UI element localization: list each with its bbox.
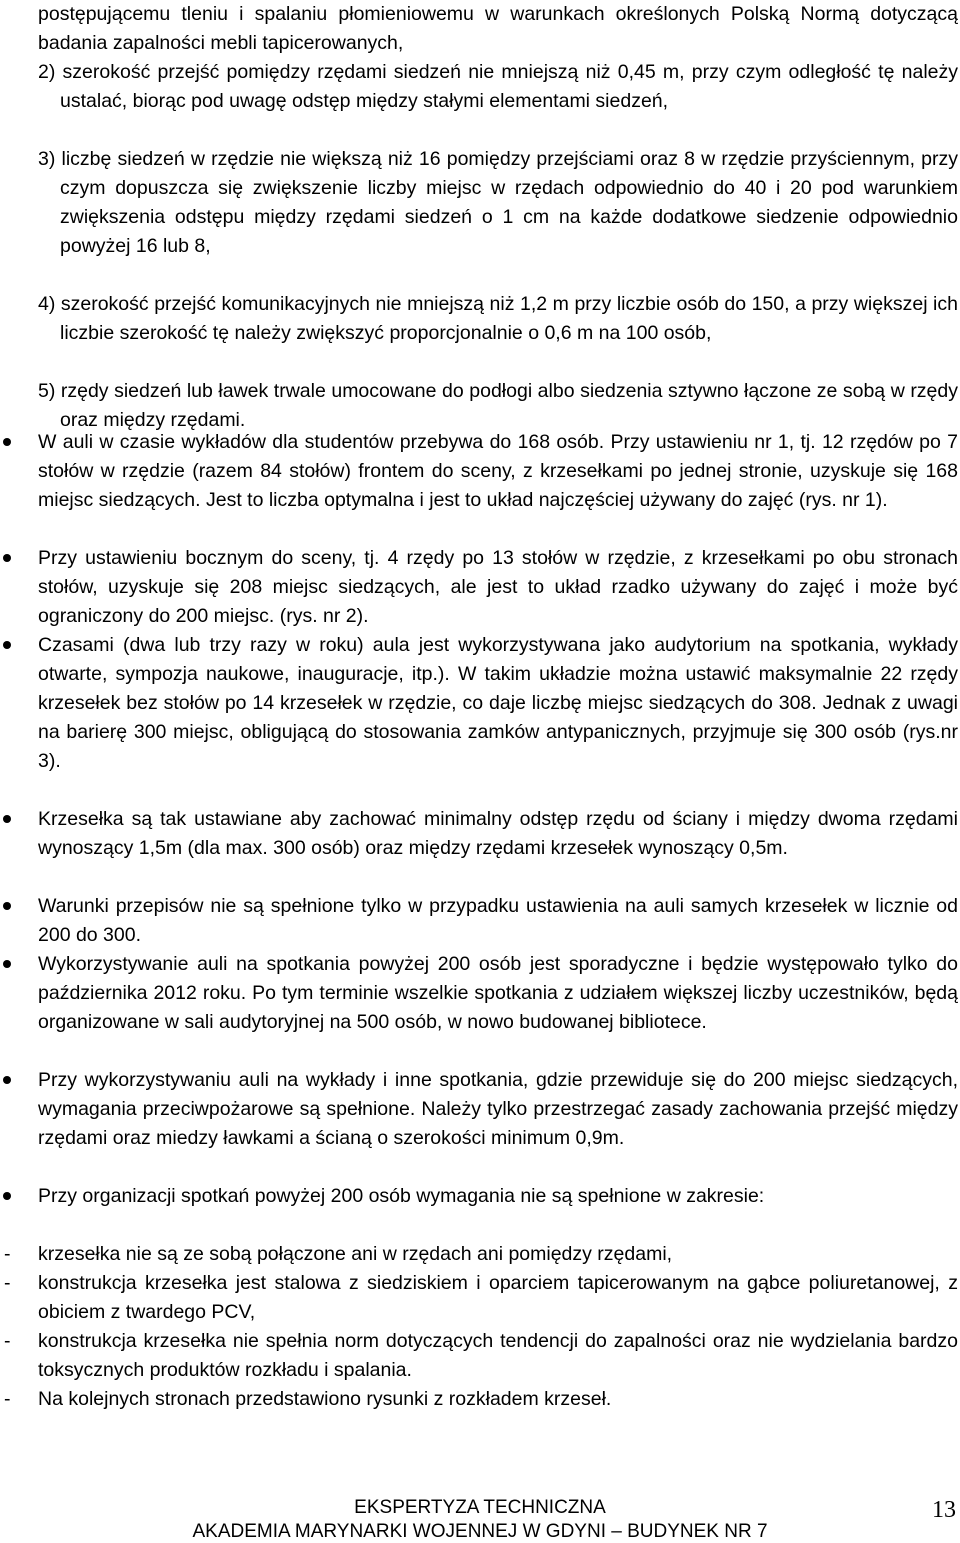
bullet-icon xyxy=(3,1076,11,1084)
bullet-item: Krzesełka są tak ustawiane aby zachować minimalny odstęp rzędu od ściany i między dwoma rzędami wynoszący 1,5m (dla max. 300 osób) oraz między rzędami krzesełek wynoszący 0,5m. xyxy=(38,808,958,859)
numbered-item-4: 4) szerokość przejść komunikacyjnych nie mniejszą niż 1,2 m przy liczbie osób do 150, a przy większej ich liczbie szerokość tę należy zwiększyć proporcjonalnie o 0,6 m na 100 osób, xyxy=(38,293,958,344)
dash-item: konstrukcja krzesełka jest stalowa z siedziskiem i oparciem tapicerowanym na gąbce poliuretanowej, z obiciem z twardego PCV, xyxy=(38,1272,958,1323)
dash-item: krzesełka nie są ze sobą połączone ani w rzędach ani pomiędzy rzędami, xyxy=(38,1243,673,1265)
bullet-icon xyxy=(3,641,11,649)
paragraph-continuation: postępującemu tleniu i spalaniu płomieniowemu w warunkach określonych Polską Normą dotyczącą badania zapalności mebli tapicerowanych, xyxy=(38,3,958,54)
numbered-item-2: 2) szerokość przejść pomiędzy rzędami siedzeń nie mniejszą niż 0,45 m, przy czym odległość tę należy ustalać, biorąc pod uwagę odstęp między stałymi elementami siedzeń, xyxy=(38,61,958,112)
bullet-item: Przy organizacji spotkań powyżej 200 osób wymagania nie są spełnione w zakresie: xyxy=(38,1185,765,1207)
bullet-item: Przy wykorzystywaniu auli na wykłady i inne spotkania, gdzie przewiduje się do 200 miejsc siedzących, wymagania przeciwpożarowe są spełnione. Należy tylko przestrzegać zasady zachowania przejść między rzędami oraz miedzy ławkami a ścianą o szerokości minimum 0,9m. xyxy=(38,1069,958,1149)
bullet-icon xyxy=(3,960,11,968)
bullet-icon xyxy=(3,902,11,910)
bullet-icon xyxy=(3,1192,11,1200)
dash-item: konstrukcja krzesełka nie spełnia norm dotyczących tendencji do zapalności oraz nie wydzielania bardzo toksycznych produktów rozkładu i spalania. xyxy=(38,1330,958,1381)
dash-item: Na kolejnych stronach przedstawiono rysunki z rozkładem krzeseł. xyxy=(38,1388,612,1410)
footer-subtitle: AKADEMIA MARYNARKI WOJENNEJ W GDYNI – BUDYNEK NR 7 xyxy=(192,1521,768,1542)
bullet-item: W auli w czasie wykładów dla studentów przebywa do 168 osób. Przy ustawieniu nr 1, tj. 12 rzędów po 7 stołów w rzędzie (razem 84 stołów) frontem do sceny, z krzesełkami po jednej stronie, uzyskuje się 168 miejsc siedzących. Jest to liczba optymalna i jest to układ najczęściej używany do zajęć (rys. nr 1). xyxy=(38,431,958,511)
bullet-item: Warunki przepisów nie są spełnione tylko w przypadku ustawienia na auli samych krzesełek w licznie od 200 do 300. xyxy=(38,895,958,946)
dash-marker: - xyxy=(4,1243,11,1265)
bullet-item: Czasami (dwa lub trzy razy w roku) aula jest wykorzystywana jako audytorium na spotkania, wykłady otwarte, sympozja naukowe, inauguracje, itp.). W takim układzie można ustawić maksymalnie 22 rzędy krzesełek bez stołów po 14 krzesełek w rzędzie, co daje liczbę miejsc siedzących do 308. Jednak z uwagi na barierę 300 miejsc, obligującą do stosowania zamków antypanicznych, przyjmuje się 300 osób (rys.nr 3). xyxy=(38,634,958,772)
bullet-item: Przy ustawieniu bocznym do sceny, tj. 4 rzędy po 13 stołów w rzędzie, z krzesełkami po obu stronach stołów, uzyskuje się 208 miejsc siedzących, ale jest to układ rzadko używany do zajęć i może być ograniczony do 200 miejsc. (rys. nr 2). xyxy=(38,547,958,627)
dash-marker: - xyxy=(4,1272,11,1294)
numbered-item-5: 5) rzędy siedzeń lub ławek trwale umocowane do podłogi albo siedzenia sztywno łączone ze sobą w rzędy oraz między rzędami. xyxy=(38,380,958,431)
numbered-item-3: 3) liczbę siedzeń w rzędzie nie większą niż 16 pomiędzy przejściami oraz 8 w rzędzie przyściennym, przy czym dopuszcza się zwiększenie liczby miejsc w rzędach odpowiednio do 40 i 20 pod warunkiem zwiększenia odstępu między rzędami siedzeń o 1 cm na każde dodatkowe siedzenie odpowiednio powyżej 16 lub 8, xyxy=(38,148,958,257)
page-number: 13 xyxy=(932,1497,956,1523)
bullet-item: Wykorzystywanie auli na spotkania powyżej 200 osób jest sporadyczne i będzie występowało tylko do października 2012 roku. Po tym terminie wszelkie spotkania z udziałem większej liczby uczestników, będą organizowane w sali audytoryjnej na 500 osób, w nowo budowanej bibliotece. xyxy=(38,953,958,1033)
dash-marker: - xyxy=(4,1330,11,1352)
footer-title: EKSPERTYZA TECHNICZNA xyxy=(354,1497,606,1518)
bullet-icon xyxy=(3,438,11,446)
dash-marker: - xyxy=(4,1388,11,1410)
bullet-icon xyxy=(3,815,11,823)
bullet-icon xyxy=(3,554,11,562)
